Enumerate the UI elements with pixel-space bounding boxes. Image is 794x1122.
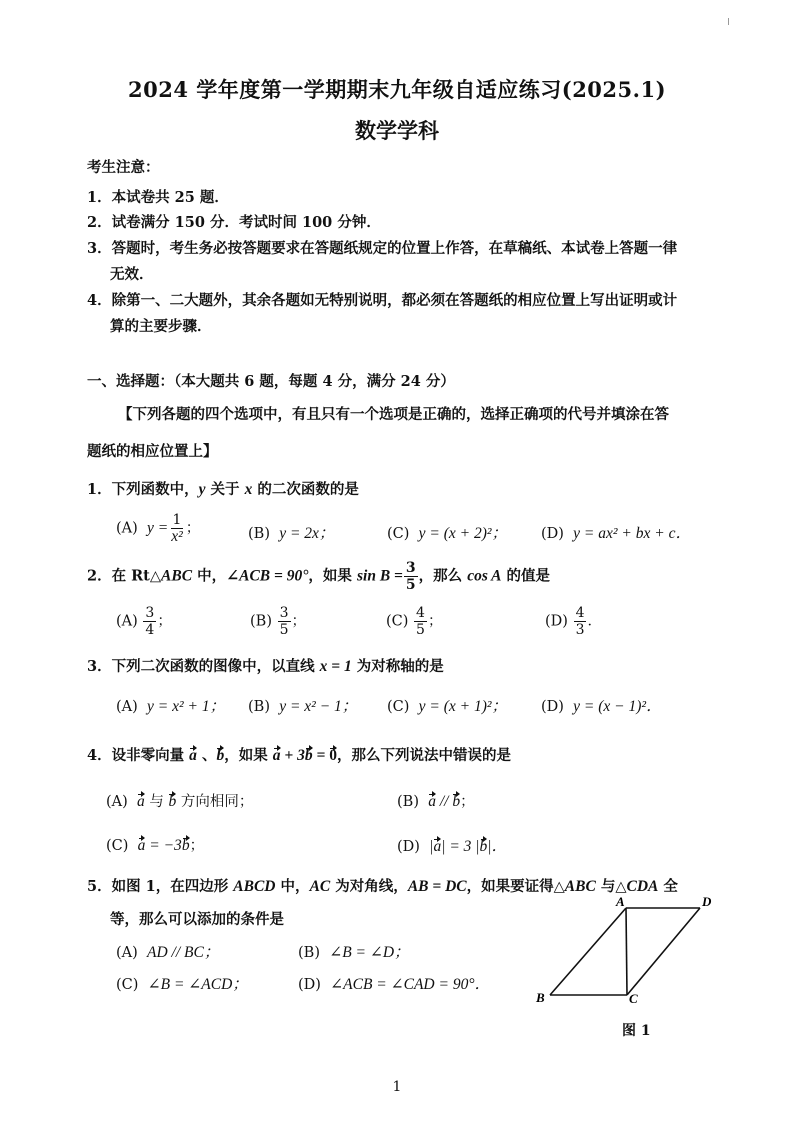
vertex-label-b: B xyxy=(536,990,545,1005)
figure-caption: 图 1 xyxy=(622,1023,651,1039)
q4-stem: 4．设非零向量 a 、b，如果 a + 3b = 0，那么下列说法中错误的是 xyxy=(87,747,511,764)
q2-option-a: (A) $\frac{3}{4}$ ； xyxy=(116,605,172,638)
q5-option-d: (D) ∠ACB = ∠CAD = 90°． xyxy=(298,976,491,993)
q4-option-d: (D) |a| = 3 |b|． xyxy=(397,838,508,855)
q5-option-b: (B) ∠B = ∠D； xyxy=(298,944,410,961)
section-instruction-2: 题纸的相应位置上】 xyxy=(87,443,218,460)
q4-option-a: (A) a 与 b 方向相同； xyxy=(106,793,254,810)
edge-cd xyxy=(627,908,700,995)
q3-option-c: (C) y = (x + 1)²； xyxy=(387,698,508,715)
notice-heading: 考生注意： xyxy=(87,159,160,176)
q3-stem: 3．下列二次函数的图像中，以直线 x = 1 为对称轴的是 xyxy=(87,658,444,675)
q1-option-a: (A) y = $\frac{1}{\text{x²}}$ ； xyxy=(116,512,201,545)
notice-item-3-cont: 无效． xyxy=(110,266,154,283)
section-heading: 一、选择题：（本大题共 6 题，每题 4 分，满分 24 分） xyxy=(87,373,455,390)
q1-option-b: (B) y = 2x； xyxy=(248,525,335,542)
page-title: 2024 学年度第一学期期末九年级自适应练习(2025.1) xyxy=(128,77,666,102)
q1-stem: 1．下列函数中，y 关于 x 的二次函数的是 xyxy=(87,481,359,498)
q4-option-c: (C) a = −3b； xyxy=(106,837,205,854)
vertex-label-c: C xyxy=(629,991,638,1006)
vertex-label-a: A xyxy=(616,895,625,909)
q1-option-c: (C) y = (x + 2)²； xyxy=(387,525,508,542)
section-instruction-1: 【下列各题的四个选项中，有且只有一个选项是正确的，选择正确项的代号并填涂在答 xyxy=(118,406,669,423)
q1-option-d: (D) y = ax² + bx + c． xyxy=(541,525,691,542)
q2-option-d: (D) $\frac{4}{3}$ ． xyxy=(545,605,602,638)
q2-option-b: (B) $\frac{3}{5}$ ； xyxy=(250,605,307,638)
notice-item-2: 2．试卷满分 150 分．考试时间 100 分钟． xyxy=(87,214,381,231)
notice-item-4: 4．除第一、二大题外，其余各题如无特别说明，都必须在答题纸的相应位置上写出证明或计 xyxy=(87,292,678,309)
page-subtitle: 数学学科 xyxy=(355,118,439,143)
edge-ab xyxy=(550,908,626,995)
scan-mark xyxy=(728,18,729,25)
vertex-label-d: D xyxy=(702,895,712,909)
q3-option-a: (A) y = x² + 1； xyxy=(116,698,226,715)
q3-option-b: (B) y = x² − 1； xyxy=(248,698,358,715)
notice-item-4-cont: 算的主要步骤． xyxy=(110,318,212,335)
q2-stem: 2．在 Rt△ABC 中，∠ACB = 90°，如果 sin B = $\frac{3}{5}$ ，那么 cos A 的值是 xyxy=(87,560,551,593)
q2-option-c: (C) $\frac{4}{5}$ ； xyxy=(386,605,443,638)
diagonal-ac xyxy=(626,908,627,995)
q4-option-b: (B) a // b； xyxy=(397,793,475,810)
q5-stem-cont: 等，那么可以添加的条件是 xyxy=(110,911,284,928)
q5-option-a: (A) AD // BC； xyxy=(116,944,220,961)
q5-option-c: (C) ∠B = ∠ACD； xyxy=(116,976,248,993)
notice-item-3: 3．答题时，考生务必按答题要求在答题纸规定的位置上作答，在草稿纸、本试卷上答题一律 xyxy=(87,240,678,257)
figure-quadrilateral xyxy=(530,895,730,1015)
q5-stem: 5．如图 1，在四边形 ABCD 中，AC 为对角线，AB = DC，如果要证得△ABC 与△CDA 全 xyxy=(87,878,678,895)
notice-item-1: 1．本试卷共 25 题． xyxy=(87,189,229,206)
page-number: 1 xyxy=(392,1079,402,1095)
q3-option-d: (D) y = (x − 1)²． xyxy=(541,698,662,715)
